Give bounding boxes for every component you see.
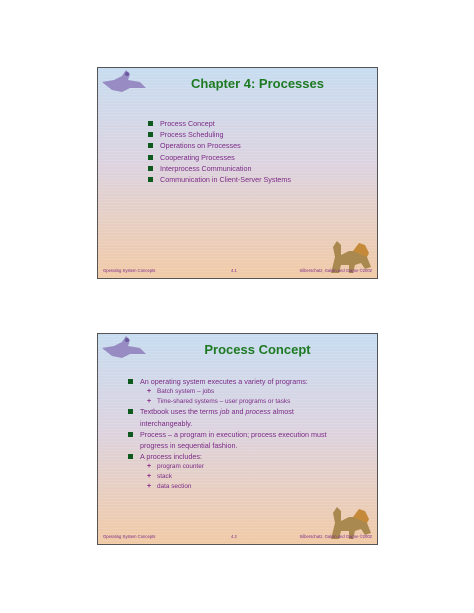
square-bullet-icon: [148, 121, 153, 126]
list-item: Communication in Client-Server Systems: [148, 174, 291, 185]
plus-bullet-icon: +: [147, 473, 152, 480]
square-bullet-icon: [128, 409, 133, 414]
square-bullet-icon: [148, 166, 153, 171]
footer-source: Operating System Concepts: [103, 534, 156, 539]
list-item: An operating system executes a variety of programs: + Batch system – jobs + Time-shared systems – user programs or tasks: [128, 376, 348, 406]
footer-authors: Silberschatz, Galvin and Gagne ©2002: [299, 268, 372, 273]
slide-1: [97, 67, 378, 279]
square-bullet-icon: [148, 177, 153, 182]
slide-title: Process Concept: [204, 342, 311, 357]
square-bullet-icon: [128, 454, 133, 459]
square-bullet-icon: [128, 432, 133, 437]
sub-list: [140, 387, 348, 406]
slide-title: Chapter 4: Processes: [191, 76, 324, 91]
plus-bullet-icon: +: [147, 397, 152, 405]
slide-2: [97, 333, 378, 545]
square-bullet-icon: [148, 143, 153, 148]
list-item: Textbook uses the terms job and process almost interchangeably.: [128, 406, 348, 428]
list-item: Process Concept: [148, 118, 291, 129]
bullet-list: [148, 118, 291, 185]
sub-list-item: + stack: [147, 473, 172, 480]
plus-bullet-icon: +: [147, 463, 152, 471]
square-bullet-icon: [148, 132, 153, 137]
list-item: Interprocess Communication: [148, 163, 291, 174]
sub-list-item: + program counter: [147, 463, 204, 471]
sub-list-item: + Time-shared systems – user programs or tasks: [147, 397, 291, 405]
plus-bullet-icon: +: [147, 482, 152, 490]
bullet-list: [128, 376, 348, 491]
list-item: Cooperating Processes: [148, 152, 291, 163]
page-number: 4.1: [231, 268, 237, 273]
list-item: Operations on Processes: [148, 140, 291, 151]
footer-authors: Silberschatz, Galvin and Gagne ©2002: [299, 534, 372, 539]
square-bullet-icon: [128, 379, 133, 384]
footer-source: Operating System Concepts: [103, 268, 156, 273]
page-number: 4.2: [231, 534, 237, 539]
sub-list: [140, 462, 348, 491]
sub-list-item: + Batch system – jobs: [147, 388, 215, 396]
list-item: Process Scheduling: [148, 129, 291, 140]
list-item: A process includes: + program counter + stack + data section: [128, 451, 348, 491]
list-item: Process – a program in execution; process execution must progress in sequential fashion.: [128, 429, 348, 451]
sub-list-item: + data section: [147, 482, 192, 490]
square-bullet-icon: [148, 155, 153, 160]
plus-bullet-icon: +: [147, 388, 152, 396]
